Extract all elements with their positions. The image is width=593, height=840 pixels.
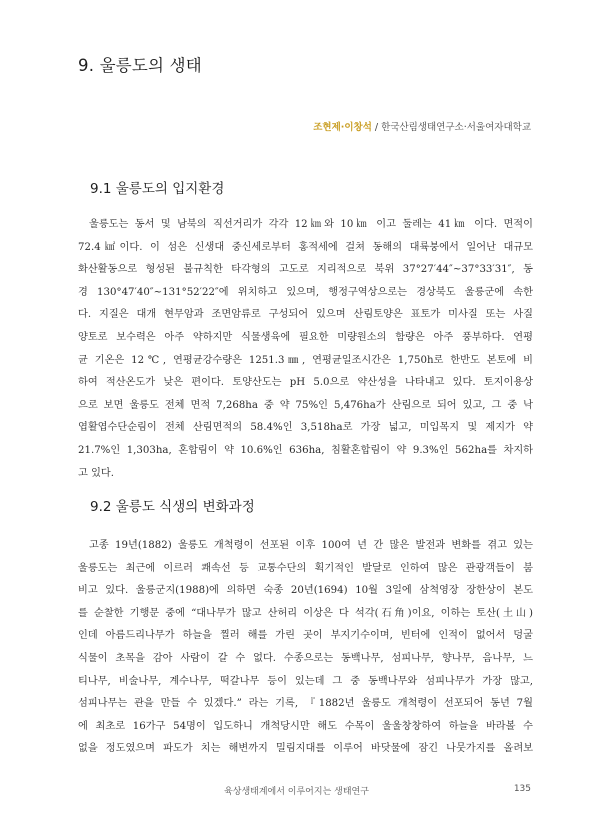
text-line: 다. 지질은 대개 현무암과 조면암류로 구성되어 있으며 산림토양은 표토가 미사질 또는 사질 [78, 309, 533, 321]
text-line: 엽활엽수단순림이 전체 산림면적의 58.4%인 3,518ha로 가장 넓고, 미입목지 및 제지가 약 [78, 422, 533, 434]
text-line: 티나무, 비술나무, 계수나무, 떡갈나무 등이 있는데 그 중 동백나무와 섬피나무가 가장 많고, [78, 675, 533, 687]
text-line: 비고 있다. 울릉군지(1988)에 의하면 숙종 20년(1694) 10월 3일에 삼척영장 장한상이 본도 [78, 585, 533, 597]
text-line: 72.4㎢이다. 이 섬은 신생대 중신세로부터 홍적세에 걸쳐 동해의 대륙붕에서 일어난 대규모 [78, 241, 533, 253]
page-number: 135 [513, 784, 531, 794]
section-1-paragraph [78, 214, 533, 485]
text-line: 섬피나무는 관을 만들 수 있겠다.” 라는 기록, 『1882년 울릉도 개척령이 선포되어 동년 7월 [78, 698, 533, 710]
text-line: 를 순찰한 기행문 중에 “대나무가 많고 산허리 이상은 다 석각(石角)이요, 이하는 토산(土山) [78, 607, 533, 619]
text-line: 균 기온은 12℃, 연평균강수량은 1251.3㎜, 연평균일조시간은 1,750h로 한반도 본토에 비 [78, 354, 533, 366]
text-line: 울릉도는 최근에 이르러 쾌속선 등 교통수단의 획기적인 발달로 인하여 많은 관광객들이 붐 [78, 562, 533, 574]
text-line: 에 최초로 16가구 54명이 입도하니 개척당시만 해도 수목이 울울창창하여 하늘을 바라볼 수 [78, 720, 533, 732]
text-line: 고 있다. [78, 467, 114, 479]
text-line: 양토로 보수력은 아주 약하지만 식물생육에 필요한 미량원소의 함량은 아주 풍부하다. 연평 [78, 331, 533, 343]
text-line: 하여 적산온도가 낮은 편이다. 토양산도는 pH 5.0으로 약산성을 나타내고 있다. 토지이용상 [78, 377, 533, 389]
section-title-1: 9.1 울릉도의 입지환경 [90, 181, 225, 197]
chapter-title: 9. 울릉도의 생태 [78, 56, 202, 75]
text-line: 화산활동으로 형성된 불규칙한 타각형의 고도로 지리적으로 북위 37°27′44″~37°33′31″, 동 [78, 264, 533, 276]
section-title-2: 9.2 울릉도 식생의 변화과정 [90, 499, 255, 515]
text-line: 경 130°47′40″~131°52′22″에 위치하고 있으며, 행정구역상으로는 경상북도 울릉군에 속한 [78, 286, 533, 298]
author-affiliation: 한국산림생태연구소·서울여자대학교 [381, 122, 531, 133]
text-line: 식물이 초목을 감아 사람이 갈 수 없다. 수종으로는 동백나무, 섬피나무, 향나무, 음나무, 느 [78, 652, 533, 664]
author-separator: / [371, 122, 382, 133]
footer-book-title: 육상생태계에서 이루어지는 생태연구 [224, 787, 369, 797]
text-line: 울릉도는 동서 및 남북의 직선거리가 각각 12㎞와 10㎞ 이고 둘레는 41㎞ 이다. 면적이 [89, 219, 533, 230]
section-2-paragraph [78, 535, 533, 761]
text-line: 인데 아름드리나무가 하늘을 찔러 해를 가린 곳이 부지기수이며, 빈터에 인적이 없어서 덩굴 [78, 630, 533, 642]
author-names: 조현제·이창석 [313, 122, 372, 133]
authors-line [313, 119, 531, 133]
text-line: 고종 19년(1882) 울릉도 개척령이 선포된 이후 100여 년 간 많은 발전과 변화를 겪고 있는 [89, 540, 533, 551]
text-line: 21.7%인 1,303ha, 혼합림이 약 10.6%인 636ha, 침활혼합림이 약 9.3%인 562ha를 차지하 [78, 444, 533, 456]
text-line: 없을 정도였으며 파도가 치는 해변까지 밀림지대를 이루어 바닷물에 잠긴 나뭇가지를 올려보 [78, 743, 533, 755]
text-line: 으로 보면 울릉도 전체 면적 7,268ha 중 약 75%인 5,476ha가 산림으로 되어 있고, 그 중 낙 [78, 399, 533, 411]
